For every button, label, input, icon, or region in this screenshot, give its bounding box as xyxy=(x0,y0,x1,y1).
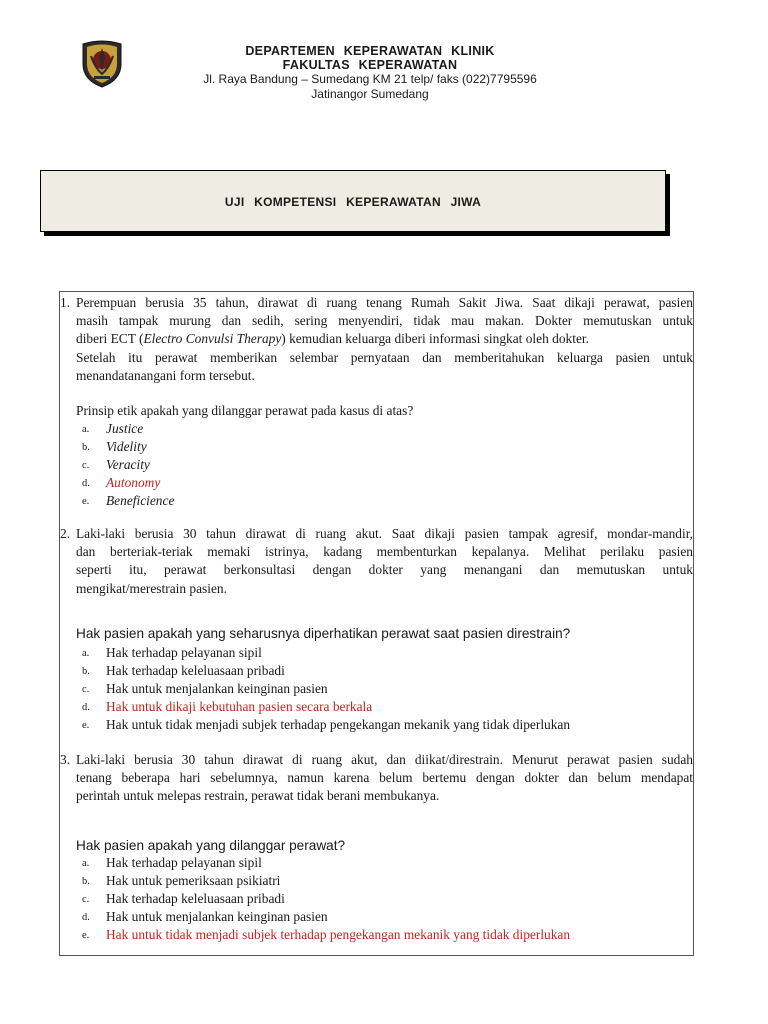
department-name: DEPARTEMEN KEPERAWATAN KLINIK xyxy=(245,44,495,58)
question-prompt: Prinsip etik apakah yang dilanggar perawat pada kasus di atas? xyxy=(76,403,414,418)
question-stem xyxy=(76,525,693,598)
title-box xyxy=(40,170,666,232)
stem-text: diberi ECT ( xyxy=(76,331,144,347)
stem-text-italic: Electro Convulsi Therapy xyxy=(143,331,282,347)
option-letter: d. xyxy=(82,912,90,923)
option-letter: e. xyxy=(82,720,90,731)
city: Jatinangor Sumedang xyxy=(311,87,429,101)
option-text: Hak terhadap keleluasaan pribadi xyxy=(106,891,285,906)
stem-line: seperti itu, perawat berkonsultasi dengan dokter yang menangani dan memutuskan untuk xyxy=(76,562,693,578)
option-letter: d. xyxy=(82,702,90,713)
option-letter: e. xyxy=(82,496,90,507)
question-number: 3. xyxy=(60,752,71,767)
option-text: Hak untuk tidak menjadi subjek terhadap pengekangan mekanik yang tidak diperlukan xyxy=(106,717,571,732)
option-letter: c. xyxy=(82,460,90,471)
question-prompt: Hak pasien apakah yang seharusnya diperhatikan perawat saat pasien direstrain? xyxy=(76,626,571,641)
option-text: Videlity xyxy=(106,439,147,454)
option-text-answer: Autonomy xyxy=(106,475,161,490)
question-stem xyxy=(76,294,693,385)
option-letter: a. xyxy=(82,424,90,435)
stem-line: perintah untuk melepas restrain, perawat tidak berani membukanya. xyxy=(76,788,440,804)
stem-text: ) kemudian keluarga diberi informasi singkat oleh dokter. xyxy=(281,331,589,347)
stem-line: masih tampak murung dan sedih, sering menyendiri, tidak mau makan. Dokter memutuskan untuk xyxy=(76,313,693,329)
stem-line: Setelah itu perawat memberikan selembar pernyataan dan memberitahukan keluarga pasien untuk xyxy=(76,349,693,365)
option-text: Hak untuk menjalankan keinginan pasien xyxy=(106,681,328,696)
stem-line: Perempuan berusia 35 tahun, dirawat di ruang tenang Rumah Sakit Jiwa. Saat dikaji perawat, pasien xyxy=(76,295,693,310)
option-text: Hak untuk pemeriksaan psikiatri xyxy=(106,873,281,888)
option-letter: b. xyxy=(82,666,90,677)
question-prompt: Hak pasien apakah yang dilanggar perawat? xyxy=(76,838,346,853)
option-text-answer: Hak untuk tidak menjadi subjek terhadap pengekangan mekanik yang tidak diperlukan xyxy=(106,927,571,942)
stem-line: mengikat/merestrain pasien. xyxy=(76,580,227,596)
option-letter: b. xyxy=(82,876,90,887)
question-stem xyxy=(76,751,693,806)
option-text: Justice xyxy=(106,421,144,436)
option-text: Hak terhadap pelayanan sipil xyxy=(106,645,262,660)
stem-line: Laki-laki berusia 30 tahun dirawat di ruang akut, dan diikat/direstrain. Menurut perawat pasien sudah xyxy=(76,752,693,767)
option-letter: b. xyxy=(82,442,90,453)
option-letter: d. xyxy=(82,478,90,489)
letterhead xyxy=(150,44,590,102)
option-text: Beneficience xyxy=(106,493,175,508)
university-seal-icon xyxy=(79,38,125,88)
option-letter: a. xyxy=(82,858,90,869)
option-text: Hak terhadap pelayanan sipil xyxy=(106,855,262,870)
option-letter: c. xyxy=(82,684,90,695)
stem-line: dan berteriak-teriak memaki istrinya, kadang membenturkan kepalanya. Melihat perilaku pasien xyxy=(76,544,693,560)
faculty-name: FAKULTAS KEPERAWATAN xyxy=(282,58,458,72)
option-text-answer: Hak untuk dikaji kebutuhan pasien secara berkala xyxy=(106,699,373,714)
stem-line: tenang beberapa hari sebelumnya, namun karena belum bertemu dengan dokter dan belum mendapat xyxy=(76,770,693,786)
option-text: Veracity xyxy=(106,457,150,472)
option-text: Hak untuk menjalankan keinginan pasien xyxy=(106,909,328,924)
stem-line xyxy=(76,330,693,348)
option-letter: a. xyxy=(82,648,90,659)
question-number: 2. xyxy=(60,526,71,541)
option-letter: c. xyxy=(82,894,90,905)
address: Jl. Raya Bandung – Sumedang KM 21 telp/ faks (022)7795596 xyxy=(203,72,537,86)
option-text: Hak terhadap keleluasaan pribadi xyxy=(106,663,285,678)
stem-line: menandatanangani form tersebut. xyxy=(76,367,255,383)
question-number: 1. xyxy=(60,295,71,310)
question-box xyxy=(59,291,694,956)
option-letter: e. xyxy=(82,930,90,941)
stem-line: Laki-laki berusia 30 tahun dirawat di ruang akut. Saat dikaji pasien tampak agresif, mondar-mandir, xyxy=(76,526,693,541)
document-title: UJI KOMPETENSI KEPERAWATAN JIWA xyxy=(224,195,482,209)
